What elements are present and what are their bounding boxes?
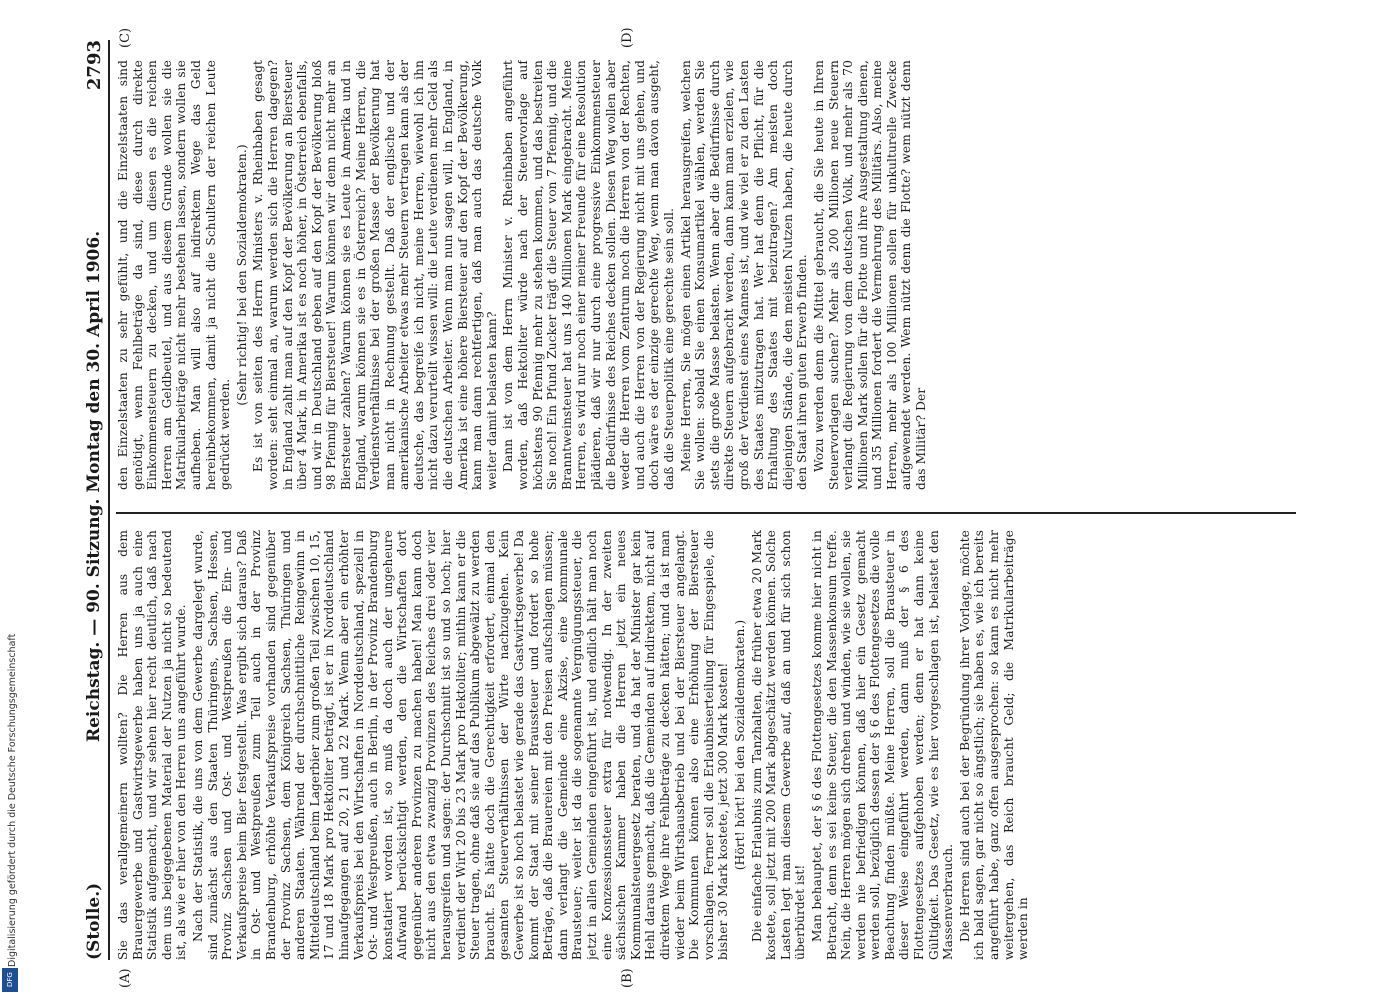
paragraph: den Einzelstaaten zu sehr gefühlt, und die Einzelstaaten sind genötigt, wenn Fehlbeträge da sind, diese durch direkte Einkommensteuern zu decken, und um diesen es die reichen Herren am Geldbeutel, und aus diesem Grunde wollen sie die Matrikularbeiträge nicht mehr bestehen lassen, sondern wollen sie aufheben. Man will also auf indirektem Wege das Geld hereinbekommen, damit ja nicht die Schultern der reichen Leute gedrückt werden. — [116, 60, 233, 490]
page-header — [80, 40, 110, 960]
page-content — [60, 0, 1320, 1000]
dfg-logo: DFG — [2, 968, 18, 992]
sidebar-credit — [4, 0, 24, 1000]
column-right — [116, 60, 1296, 490]
column-left — [116, 530, 1296, 960]
paragraph: Die Herren sind auch bei der Begründung ihrer Vorlage, möchte ich bald sagen, gar nicht so ängstlich; sie haben es, wie ich bereits angeführt habe, ganz offen ausgesprochen: so kann es nicht mehr weitergehen, das Reich braucht Geld; die Matrikularbeiträge werden in — [957, 530, 1031, 960]
paragraph: Sie das verallgemeinern wollten? Die Herren aus dem Brauergewerbe und Gastwirtsgewerbe haben uns ja auch eine Statistik aufgemacht, und wir sehen hier recht deutlich, daß nach dem uns beigegebenen Material der Nutzen ja nicht so bedeutend ist, als wie er hier von den Herren uns angeführt wurde. — [116, 530, 189, 960]
paragraph: Die einfache Erlaubnis zum Tanzhalten, die früher etwa 20 Mark kostete, soll jetzt mit 200 Mark abgeschätzt werden können. Solche Lasten legt man diesem Gewerbe auf, daß an und für sich schon überbürdet ist! — [749, 530, 808, 960]
credit-text: Digitalisierung gefördert durch die Deutsche Forschungsgemeinschaft — [7, 633, 18, 967]
page-title: Reichstag. — 90. Sitzung. Montag den 30. April 1906. — [84, 230, 104, 743]
marker-d: (D) — [620, 27, 635, 48]
marker-b: (B) — [620, 968, 635, 988]
interjection: (Sehr richtig! bei den Sozialdemokraten.) — [234, 144, 249, 406]
paragraph: Es ist von seiten des Herrn Ministers v. Rheinbaben gesagt worden: seht einmal an, warum werden sich die Herren dagegen? in England zahlt man auf den Kopf der Bevölkerung an Biersteuer über 4 Mark, in Amerika ist es noch höher, in Österreich ebenfalls, und wir in Deutschland geben auf den Kopf der Bevölkerung bloß 98 Pfennig für Biersteuer! Warum können wir denn nicht mehr an Biersteuer zahlen? Warum können sie es Leute in Amerika und in England, warum können sie es in Österreich? Meine Herren, die Verdienstverhältnisse bei der großen Masse der Bevölkerung hat man nicht in Rechnung gestellt. Daß der englische und der amerikanische Arbeiter etwas mehr Steuern vertragen kann als der deutsche, das begreife ich nicht, meine Herren, wiewohl ich ihn nicht dazu verurteilt wissen will: die Leute verdienen mehr Geld als die deutschen Arbeiter. Wenn man nun sagen will, in England, in Amerika ist eine höhere Biersteuer auf den Kopf der Bevölkerung, kann man dann rechtfertigen, daß man auch das deutsche Volk weiter damit belasten kann? — [251, 60, 499, 490]
paragraph: Meine Herren, Sie mögen einen Artikel herausgreifen, welchen Sie wollen: sobald Sie einen Konsumartikel wählen, werden Sie stets die große Masse belasten. Wenn aber die Bedürfnisse durch direkte Steuern aufgebracht werden, dann kann man erzielen, wie groß der Verdienst eines Mannes ist, und wie viel er zu den Lasten des Staates mitzutragen hat. Wer hat denn die Pflicht, für die Erhaltung des Staates mit beizutragen? Am meisten doch diejenigen Stände, die den meisten Nutzen haben, die heute durch den Staat ihren guten Erwerb finden. — [678, 60, 810, 490]
interjection: (Hört! hört! bei den Sozialdemokraten.) — [732, 619, 747, 871]
rotated-page — [60, 0, 1383, 1000]
marker-c: (C) — [118, 27, 133, 48]
column-divider — [116, 512, 1296, 514]
paragraph: Dann ist von dem Herrn Minister v. Rheinbaben angeführt worden, daß Hektoliter würde nach der Steuervorlage auf höchstens 90 Pfennig mehr zu stehen kommen, und das bestreiten Sie noch! Ein Pfund Zucker trägt die Steuer von 7 Pfennig, und die Branntweinsteuer hat uns 140 Millionen Mark eingebracht. Meine Herren, es wird nur noch einer meiner Freunde für eine Resolution plädieren, daß wir nur durch eine progressive Einkommensteuer die Bedürfnisse des Reiches decken sollen. Diesen Weg wollen aber weder die Herren vom Zentrum noch die Herren von der Rechten, und auch die Herren von der Regierung nicht mit uns gehen, und doch wäre es der einzige gerechte Weg, wenn man davon ausgeht, daß die Steuerpolitik eine gerechte sein soll. — [501, 60, 676, 490]
marker-a: (A) — [118, 968, 133, 988]
speaker-name: (Stolle.) — [84, 882, 104, 960]
paragraph: Wozu werden denn die Mittel gebraucht, die Sie heute in Ihren Steuervorlagen suchen? Mehr als 200 Millionen neue Steuern verlangt die Regierung von dem deutschen Volk, und mehr als 70 Millionen Mark sollen für die Flotte und ihre Ausgestaltung dienen, und 35 Millionen fordert die Vermehrung des Militärs. Also, meine Herren, mehr als 100 Millionen sollen für unkulturelle Zwecke aufgewendet werden. Wem nützt denn die Flotte? wem nützt denn das Militär? Der — [811, 60, 929, 490]
page-number: 2793 — [83, 40, 105, 91]
paragraph: Nach der Statistik, die uns von dem Gewerbe dargelegt wurde, sind zunächst aus den Staaten Thüringens, Sachsen, Hessen, Provinz Sachsen und Ost- und Westpreußen die Ein- und Verkaufspreise beim Bier festgestellt. Was ergibt sich daraus? Daß in Ost- und Westpreußen zum Teil auch in der Provinz Brandenburg, erhöhte Verkaufspreise vorhanden sind gegenüber der Provinz Sachsen, dem Königreich Sachsen, Thüringen und anderen Staaten. Während der durchschnittliche Reingewinn in Mitteldeutschland beim Lagerbier zum großen Teil zwischen 10, 15, 17 und 18 Mark pro Hektoliter beträgt, ist er in Norddeutschland hinaufgegangen auf 20, 21 und 22 Mark. Wenn aber ein erhöhter Verkaufspreis bei den Wirtschaften in Norddeutschland, speziell in Ost- und Westpreußen, auch in Berlin, in der Provinz Brandenburg konstatiert worden ist, so muß da doch auch der ungeheure Aufwand berücksichtigt werden, den die Wirtschaften dort gegenüber anderen Provinzen zu machen haben! Man kann doch nicht aus den etwa zwanzig Provinzen des Reiches drei oder vier herausgreifen und sagen: der Durchschnitt ist so und so hoch; hier verdient der Wirt 20 bis 23 Mark pro Hektoliter; mithin kann er die Steuer tragen, ohne daß sie auf das Publikum abgewälzt zu werden braucht. Es hätte doch die Gerechtigkeit erfordert, einmal den gesamten Steuerverhältnissen der Wirte nachzugehen. Kein Gewerbe ist so hoch belastet wie gerade das Gastwirtsgewerbe! Da kommt der Staat mit seiner Braussteuer und fordert so hohe Beträge, daß die Brauereien mit den Preisen aufschlagen müssen; dann verlangt die Gemeinde eine Akzise, eine kommunale Brausteuer; weiter ist da die sogenannte Vergnügungssteuer, die jetzt in allen Gemeinden eingeführt ist, und endlich hält man noch eine Konzessionssteuer extra für notwendig. In der zweiten sächsischen Kammer haben die Herren jetzt ein neues Kommunalsteuergesetz beraten, und da hat der Minister gar kein Hehl daraus gemacht, daß die Gemeinden auf indirektem, nicht auf direktem Wege ihre Fehlbeträge zu decken hätten; und da ist man wieder beim Wirtshausbetrieb und bei der Biersteuer angelangt. Die Kommunen können also eine Erhöhung der Biersteuer vorschlagen. Ferner soll die Erlaubniserteilung für Eingespiele, die bisher 30 Mark kostete, jetzt 300 Mark kosten! — [190, 530, 731, 960]
paragraph: Man behauptet, der § 6 des Flottengesetzes komme hier nicht in Betracht, denn es sei keine Steuer, die den Massenkonsum treffe. Nein, die Herren mögen sich drehen und winden, wie sie wollen, sie werden nie befriedigen können, daß hier ein Gesetz gemacht werden soll, bezüglich dessen der § 6 des Flottengesetzes die volle Beachtung finden müßte. Meine Herren, soll die Brausteuer in dieser Weise eingeführt werden, dann muß der § 6 des Flottengesetzes aufgehoben werden; denn er hat dann keine Gültigkeit. Das Gesetz, wie es hier vorgeschlagen ist, belastet den Massenverbrauch. — [809, 530, 956, 960]
